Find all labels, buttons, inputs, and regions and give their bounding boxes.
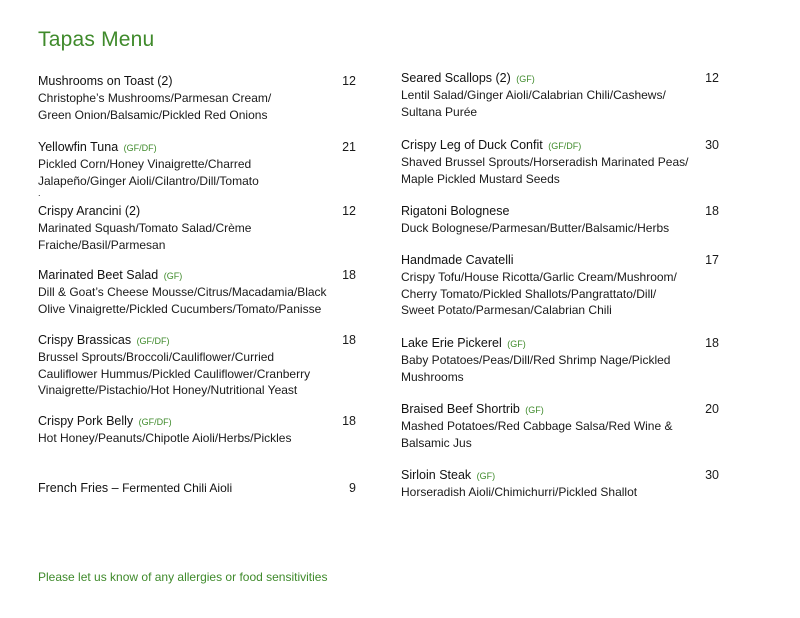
item-description bbox=[401, 352, 719, 385]
desc-line: Brussel Sprouts/Broccoli/Cauliflower/Curried bbox=[38, 350, 275, 364]
item-description bbox=[38, 90, 356, 123]
dash: – bbox=[108, 481, 123, 495]
item-price: 18 bbox=[342, 333, 356, 347]
item-description bbox=[401, 220, 719, 237]
item-price: 21 bbox=[342, 140, 356, 154]
item-price: 17 bbox=[705, 253, 719, 267]
item-description bbox=[401, 154, 719, 187]
desc-line: Duck Bolognese/Parmesan/Butter/Balsamic/Herbs bbox=[401, 221, 670, 235]
desc-line: Horseradish Aioli/Chimichurri/Pickled Shallot bbox=[401, 485, 638, 499]
item-price: 20 bbox=[705, 402, 719, 416]
desc-line: Crispy Tofu/House Ricotta/Garlic Cream/Mushroom/ bbox=[401, 270, 677, 284]
item-description bbox=[401, 269, 719, 319]
dietary-tag: (GF) bbox=[507, 339, 526, 349]
desc-line: Cherry Tomato/Pickled Shallots/Pangrattato/Dill/ bbox=[401, 286, 657, 301]
item-description bbox=[401, 418, 719, 451]
menu-item-yellowfin-tuna bbox=[38, 139, 356, 197]
dietary-tag: (GF/DF) bbox=[136, 336, 170, 346]
menu-item-handmade-cavatelli bbox=[401, 252, 719, 319]
dietary-tag: (GF) bbox=[525, 405, 544, 415]
item-description bbox=[401, 484, 719, 501]
item-price: 18 bbox=[342, 414, 356, 428]
dietary-tag: (GF) bbox=[163, 271, 183, 281]
item-name: Marinated Beet Salad bbox=[38, 268, 159, 282]
dietary-tag: (GF/DF) bbox=[548, 141, 582, 151]
item-name: Lake Erie Pickerel bbox=[401, 336, 502, 350]
menu-item-lake-erie-pickerel bbox=[401, 335, 719, 385]
item-description bbox=[38, 284, 356, 317]
item-name: Yellowfin Tuna bbox=[38, 140, 119, 154]
desc-line: Green Onion/Balsamic/Pickled Red Onions bbox=[38, 107, 268, 122]
desc-line: Balsamic Jus bbox=[401, 435, 472, 450]
desc-line: Mashed Potatoes/Red Cabbage Salsa/Red Wine & bbox=[401, 419, 673, 433]
desc-line: Fraiche/Basil/Parmesan bbox=[38, 237, 166, 252]
desc-line: Shaved Brussel Sprouts/Horseradish Marinated Peas/ bbox=[401, 155, 689, 169]
desc-line: Dill & Goat’s Cheese Mousse/Citrus/Macadamia/Black bbox=[38, 285, 327, 299]
item-price: 18 bbox=[342, 268, 356, 282]
item-name: Crispy Pork Belly bbox=[38, 414, 134, 428]
item-name: Sirloin Steak bbox=[401, 468, 472, 482]
desc-line: Christophe’s Mushrooms/Parmesan Cream/ bbox=[38, 91, 272, 105]
allergy-notice: Please let us know of any allergies or food sensitivities bbox=[38, 570, 328, 584]
item-price: 9 bbox=[349, 481, 356, 495]
item-name: Crispy Leg of Duck Confit bbox=[401, 138, 543, 152]
dietary-tag: (GF/DF) bbox=[123, 143, 157, 153]
item-price: 12 bbox=[705, 71, 719, 85]
desc-line: Vinaigrette/Pistachio/Hot Honey/Nutritional Yeast bbox=[38, 383, 298, 397]
item-name: Crispy Arancini (2) bbox=[38, 204, 141, 218]
desc-line: Lentil Salad/Ginger Aioli/Calabrian Chili/Cashews/ bbox=[401, 88, 666, 102]
item-price: 30 bbox=[705, 138, 719, 152]
desc-line: Jalapeño/Ginger Aioli/Cilantro/Dill/Tomato bbox=[38, 173, 259, 188]
menu-item-crispy-arancini bbox=[38, 203, 356, 253]
desc-line: Sweet Potato/Parmesan/Calabrian Chili bbox=[401, 303, 612, 317]
menu-item-crispy-brassicas bbox=[38, 332, 356, 399]
item-price: 12 bbox=[342, 74, 356, 88]
menu-item-rigatoni-bolognese bbox=[401, 203, 719, 237]
item-price: 30 bbox=[705, 468, 719, 482]
desc-line: Olive Vinaigrette/Pickled Cucumbers/Tomato/Panisse bbox=[38, 301, 322, 316]
dietary-tag: (GF/DF) bbox=[138, 417, 172, 427]
item-name: Mushrooms on Toast (2) bbox=[38, 74, 173, 88]
item-name: Rigatoni Bolognese bbox=[401, 204, 510, 218]
desc-line: Pickled Corn/Honey Vinaigrette/Charred bbox=[38, 157, 252, 171]
item-name: Seared Scallops (2) bbox=[401, 71, 511, 85]
desc-line: Marinated Squash/Tomato Salad/Crème bbox=[38, 221, 252, 235]
menu-item-braised-beef-shortrib bbox=[401, 401, 719, 451]
dietary-tag: (GF) bbox=[476, 471, 496, 481]
item-price: 18 bbox=[705, 336, 719, 350]
desc-line: Sultana Purée bbox=[401, 104, 478, 119]
menu-item-mushrooms-on-toast bbox=[38, 73, 356, 123]
desc-line: Mushrooms bbox=[401, 369, 464, 384]
item-sub-description: Fermented Chili Aioli bbox=[122, 481, 233, 495]
desc-line: . bbox=[38, 188, 41, 198]
item-price: 18 bbox=[705, 204, 719, 218]
menu-item-duck-confit bbox=[401, 137, 719, 187]
menu-item-sirloin-steak bbox=[401, 467, 719, 501]
dietary-tag: (GF) bbox=[516, 74, 535, 84]
menu-item-french-fries bbox=[38, 480, 356, 496]
desc-line: Maple Pickled Mustard Seeds bbox=[401, 171, 560, 186]
menu-item-marinated-beet-salad bbox=[38, 267, 356, 317]
item-name: Crispy Brassicas bbox=[38, 333, 132, 347]
item-name: Braised Beef Shortrib bbox=[401, 402, 520, 416]
menu-title: Tapas Menu bbox=[38, 28, 155, 51]
menu-item-seared-scallops bbox=[401, 70, 719, 120]
item-description bbox=[38, 349, 356, 399]
desc-line: Cauliflower Hummus/Pickled Cauliflower/Cranberry bbox=[38, 366, 311, 381]
item-description bbox=[38, 430, 356, 447]
item-price: 12 bbox=[342, 204, 356, 218]
desc-line: Baby Potatoes/Peas/Dill/Red Shrimp Nage/Pickled bbox=[401, 353, 671, 367]
item-description bbox=[38, 156, 356, 197]
item-name: Handmade Cavatelli bbox=[401, 253, 514, 267]
item-name: French Fries bbox=[38, 481, 109, 495]
desc-line: Hot Honey/Peanuts/Chipotle Aioli/Herbs/Pickles bbox=[38, 431, 292, 445]
item-description bbox=[38, 220, 356, 253]
menu-item-crispy-pork-belly bbox=[38, 413, 356, 447]
item-description bbox=[401, 87, 719, 120]
